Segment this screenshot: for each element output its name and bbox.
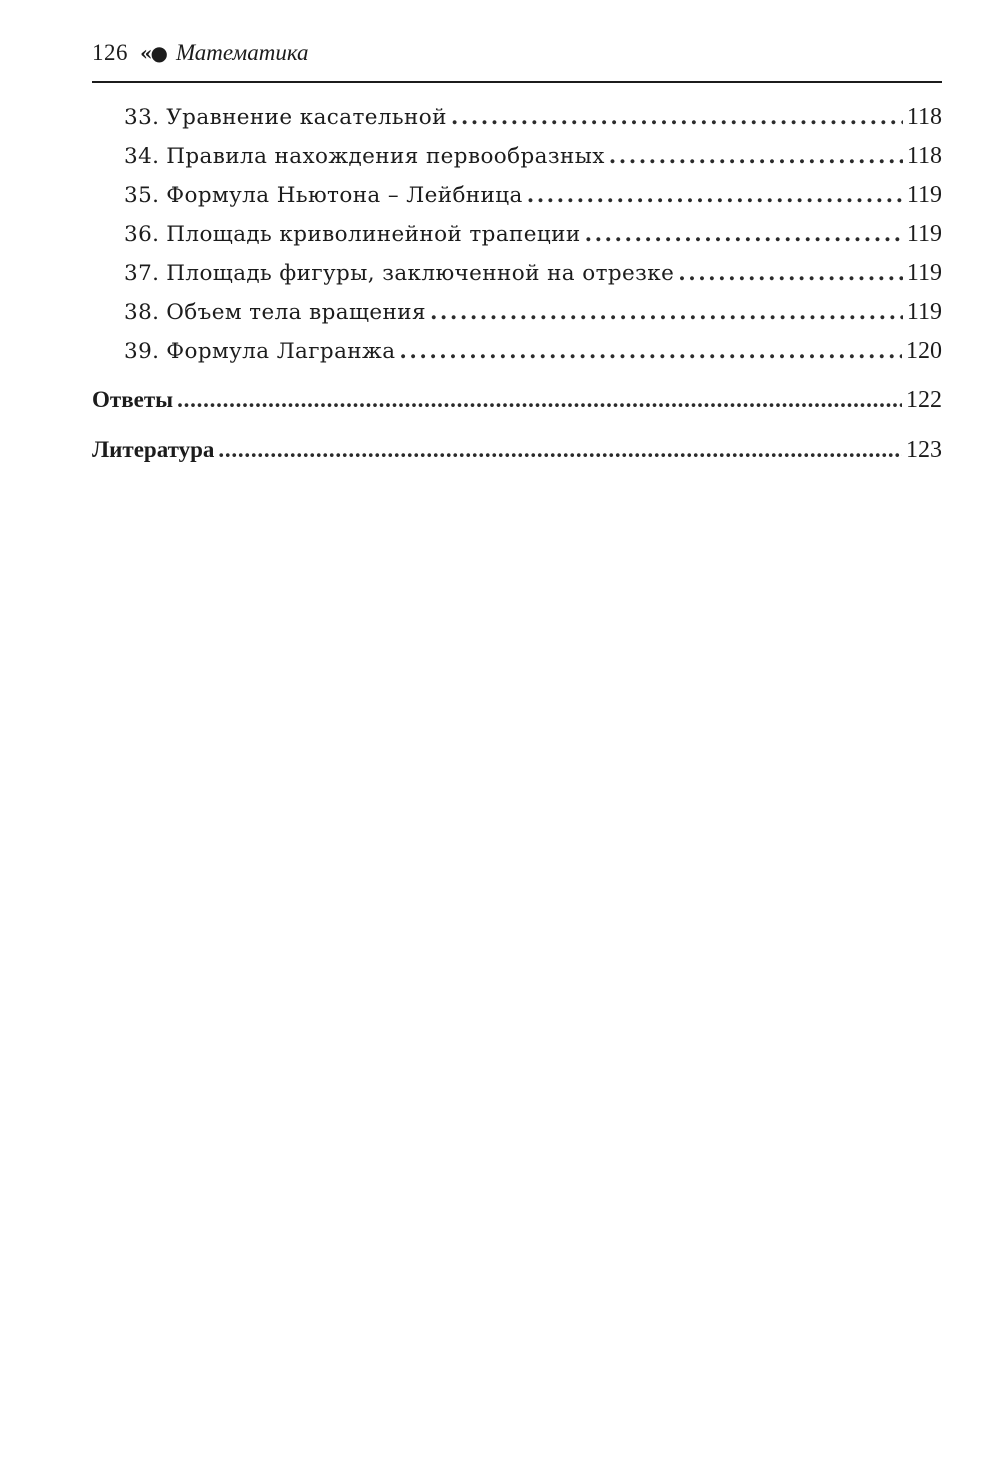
dot-leader (430, 293, 903, 332)
toc-entry[interactable] (92, 215, 942, 254)
dot-leader (527, 176, 903, 215)
toc-entry-title: Площадь фигуры, заключенной на отрезке (166, 261, 675, 286)
header-ornament-icon: «● (140, 41, 166, 65)
toc-entry[interactable] (92, 254, 942, 293)
toc-entry-number: 34. (124, 144, 160, 169)
toc-entry-page: 119 (906, 182, 942, 208)
toc-entry[interactable] (92, 137, 942, 176)
toc-entry-title: Площадь криволинейной трапеции (166, 222, 581, 247)
toc-entry[interactable] (92, 332, 942, 371)
toc-entry-number: 35. (124, 183, 160, 208)
table-of-contents (92, 98, 942, 475)
toc-entry[interactable] (92, 98, 942, 137)
page-number: 126 (92, 40, 128, 65)
dot-leader (399, 332, 902, 371)
toc-entry-number: 33. (124, 105, 160, 130)
toc-entry-title: Уравнение касательной (166, 105, 447, 130)
toc-section-answers[interactable] (92, 375, 942, 425)
dot-leader (678, 254, 903, 293)
header-rule (92, 81, 942, 83)
toc-section-page: 122 (906, 387, 942, 413)
toc-entry-page: 118 (906, 143, 942, 169)
dot-leader (451, 98, 903, 137)
toc-entry-title: Формула Ньютона – Лейбница (166, 183, 523, 208)
toc-entry-number: 38. (124, 300, 160, 325)
toc-entry-page: 120 (906, 338, 942, 364)
toc-entry-title: Формула Лагранжа (166, 339, 396, 364)
toc-section-page: 123 (906, 437, 942, 463)
toc-entry[interactable] (92, 293, 942, 332)
toc-entry-number: 36. (124, 222, 160, 247)
toc-entry-number: 37. (124, 261, 160, 286)
toc-entry-page: 119 (906, 221, 942, 247)
toc-entry-title: Объем тела вращения (166, 300, 426, 325)
toc-entry[interactable] (92, 176, 942, 215)
toc-section-literature[interactable] (92, 425, 942, 475)
dot-leader (218, 425, 902, 475)
toc-entry-page: 119 (906, 260, 942, 286)
running-header (92, 40, 942, 76)
dot-leader (585, 215, 903, 254)
dot-leader (177, 375, 902, 425)
toc-entry-page: 118 (906, 104, 942, 130)
toc-entry-title: Правила нахождения первообразных (166, 144, 605, 169)
dot-leader (609, 137, 903, 176)
running-title: Математика (175, 40, 309, 65)
toc-entry-page: 119 (906, 299, 942, 325)
toc-section-title: Ответы (92, 387, 174, 412)
toc-entry-number: 39. (124, 339, 160, 364)
toc-section-title: Литература (92, 437, 215, 462)
